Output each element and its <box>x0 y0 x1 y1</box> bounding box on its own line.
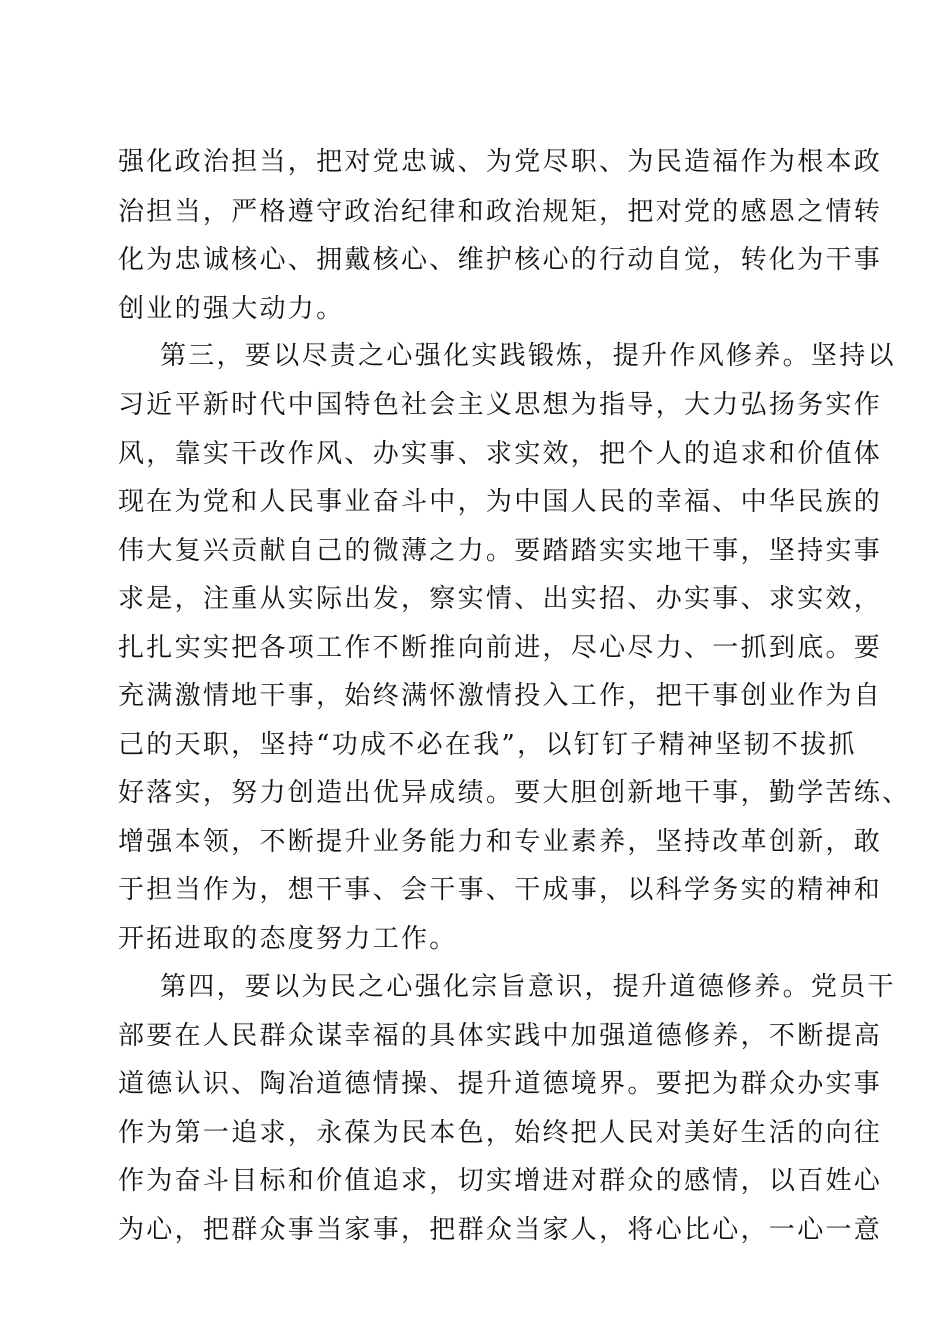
paragraph-1-line-2: 治担当，严格遵守政治纪律和政治规矩，把对党的感恩之情转 <box>118 197 883 227</box>
paragraph-2-line-12: 于担当作为，想干事、会干事、干成事，以科学务实的精神和 <box>118 875 883 905</box>
paragraph-3-line-1: 第四，要以为民之心强化宗旨意识，提升道德修养。党员干 <box>160 972 896 1002</box>
paragraph-1-line-1: 强化政治担当，把对党忠诚、为党尽职、为民造福作为根本政 <box>118 147 883 177</box>
paragraph-3-line-6: 为心，把群众事当家事，把群众当家人，将心比心，一心一意 <box>118 1215 883 1245</box>
paragraph-2-line-3: 风，靠实干改作风、办实事、求实效，把个人的追求和价值体 <box>118 439 883 469</box>
paragraph-3-line-5: 作为奋斗目标和价值追求，切实增进对群众的感情，以百姓心 <box>118 1166 883 1196</box>
paragraph-2-line-5: 伟大复兴贡献自己的微薄之力。要踏踏实实地干事，坚持实事 <box>118 536 883 566</box>
paragraph-2-line-1: 第三，要以尽责之心强化实践锻炼，提升作风修养。坚持以 <box>160 341 896 371</box>
paragraph-2-line-7: 扎扎实实把各项工作不断推向前进，尽心尽力、一抓到底。要 <box>118 633 883 663</box>
paragraph-3-line-2: 部要在人民群众谋幸福的具体实践中加强道德修养，不断提高 <box>118 1021 883 1051</box>
paragraph-2-line-6: 求是，注重从实际出发，察实情、出实招、办实事、求实效， <box>118 584 883 614</box>
paragraph-2-line-13: 开拓进取的态度努力工作。 <box>118 924 458 954</box>
paragraph-2-line-4: 现在为党和人民事业奋斗中，为中国人民的幸福、中华民族的 <box>118 487 883 517</box>
paragraph-2-line-10: 好落实，努力创造出优异成绩。要大胆创新地干事，勤学苦练、 <box>118 778 911 808</box>
paragraph-2-line-2: 习近平新时代中国特色社会主义思想为指导，大力弘扬务实作 <box>118 390 883 420</box>
paragraph-2-line-8: 充满激情地干事，始终满怀激情投入工作，把干事创业作为自 <box>118 681 883 711</box>
paragraph-3-line-3: 道德认识、陶冶道德情操、提升道德境界。要把为群众办实事 <box>118 1069 883 1099</box>
paragraph-1-line-3: 化为忠诚核心、拥戴核心、维护核心的行动自觉，转化为干事 <box>118 245 883 275</box>
paragraph-2-line-11: 增强本领，不断提升业务能力和专业素养，坚持改革创新，敢 <box>118 827 883 857</box>
paragraph-3-line-4: 作为第一追求，永葆为民本色，始终把人民对美好生活的向往 <box>118 1118 883 1148</box>
paragraph-2-line-9: 己的天职，坚持“功成不必在我”，以钉钉子精神坚韧不拔抓 <box>118 730 857 760</box>
paragraph-1-line-4: 创业的强大动力。 <box>118 294 345 324</box>
